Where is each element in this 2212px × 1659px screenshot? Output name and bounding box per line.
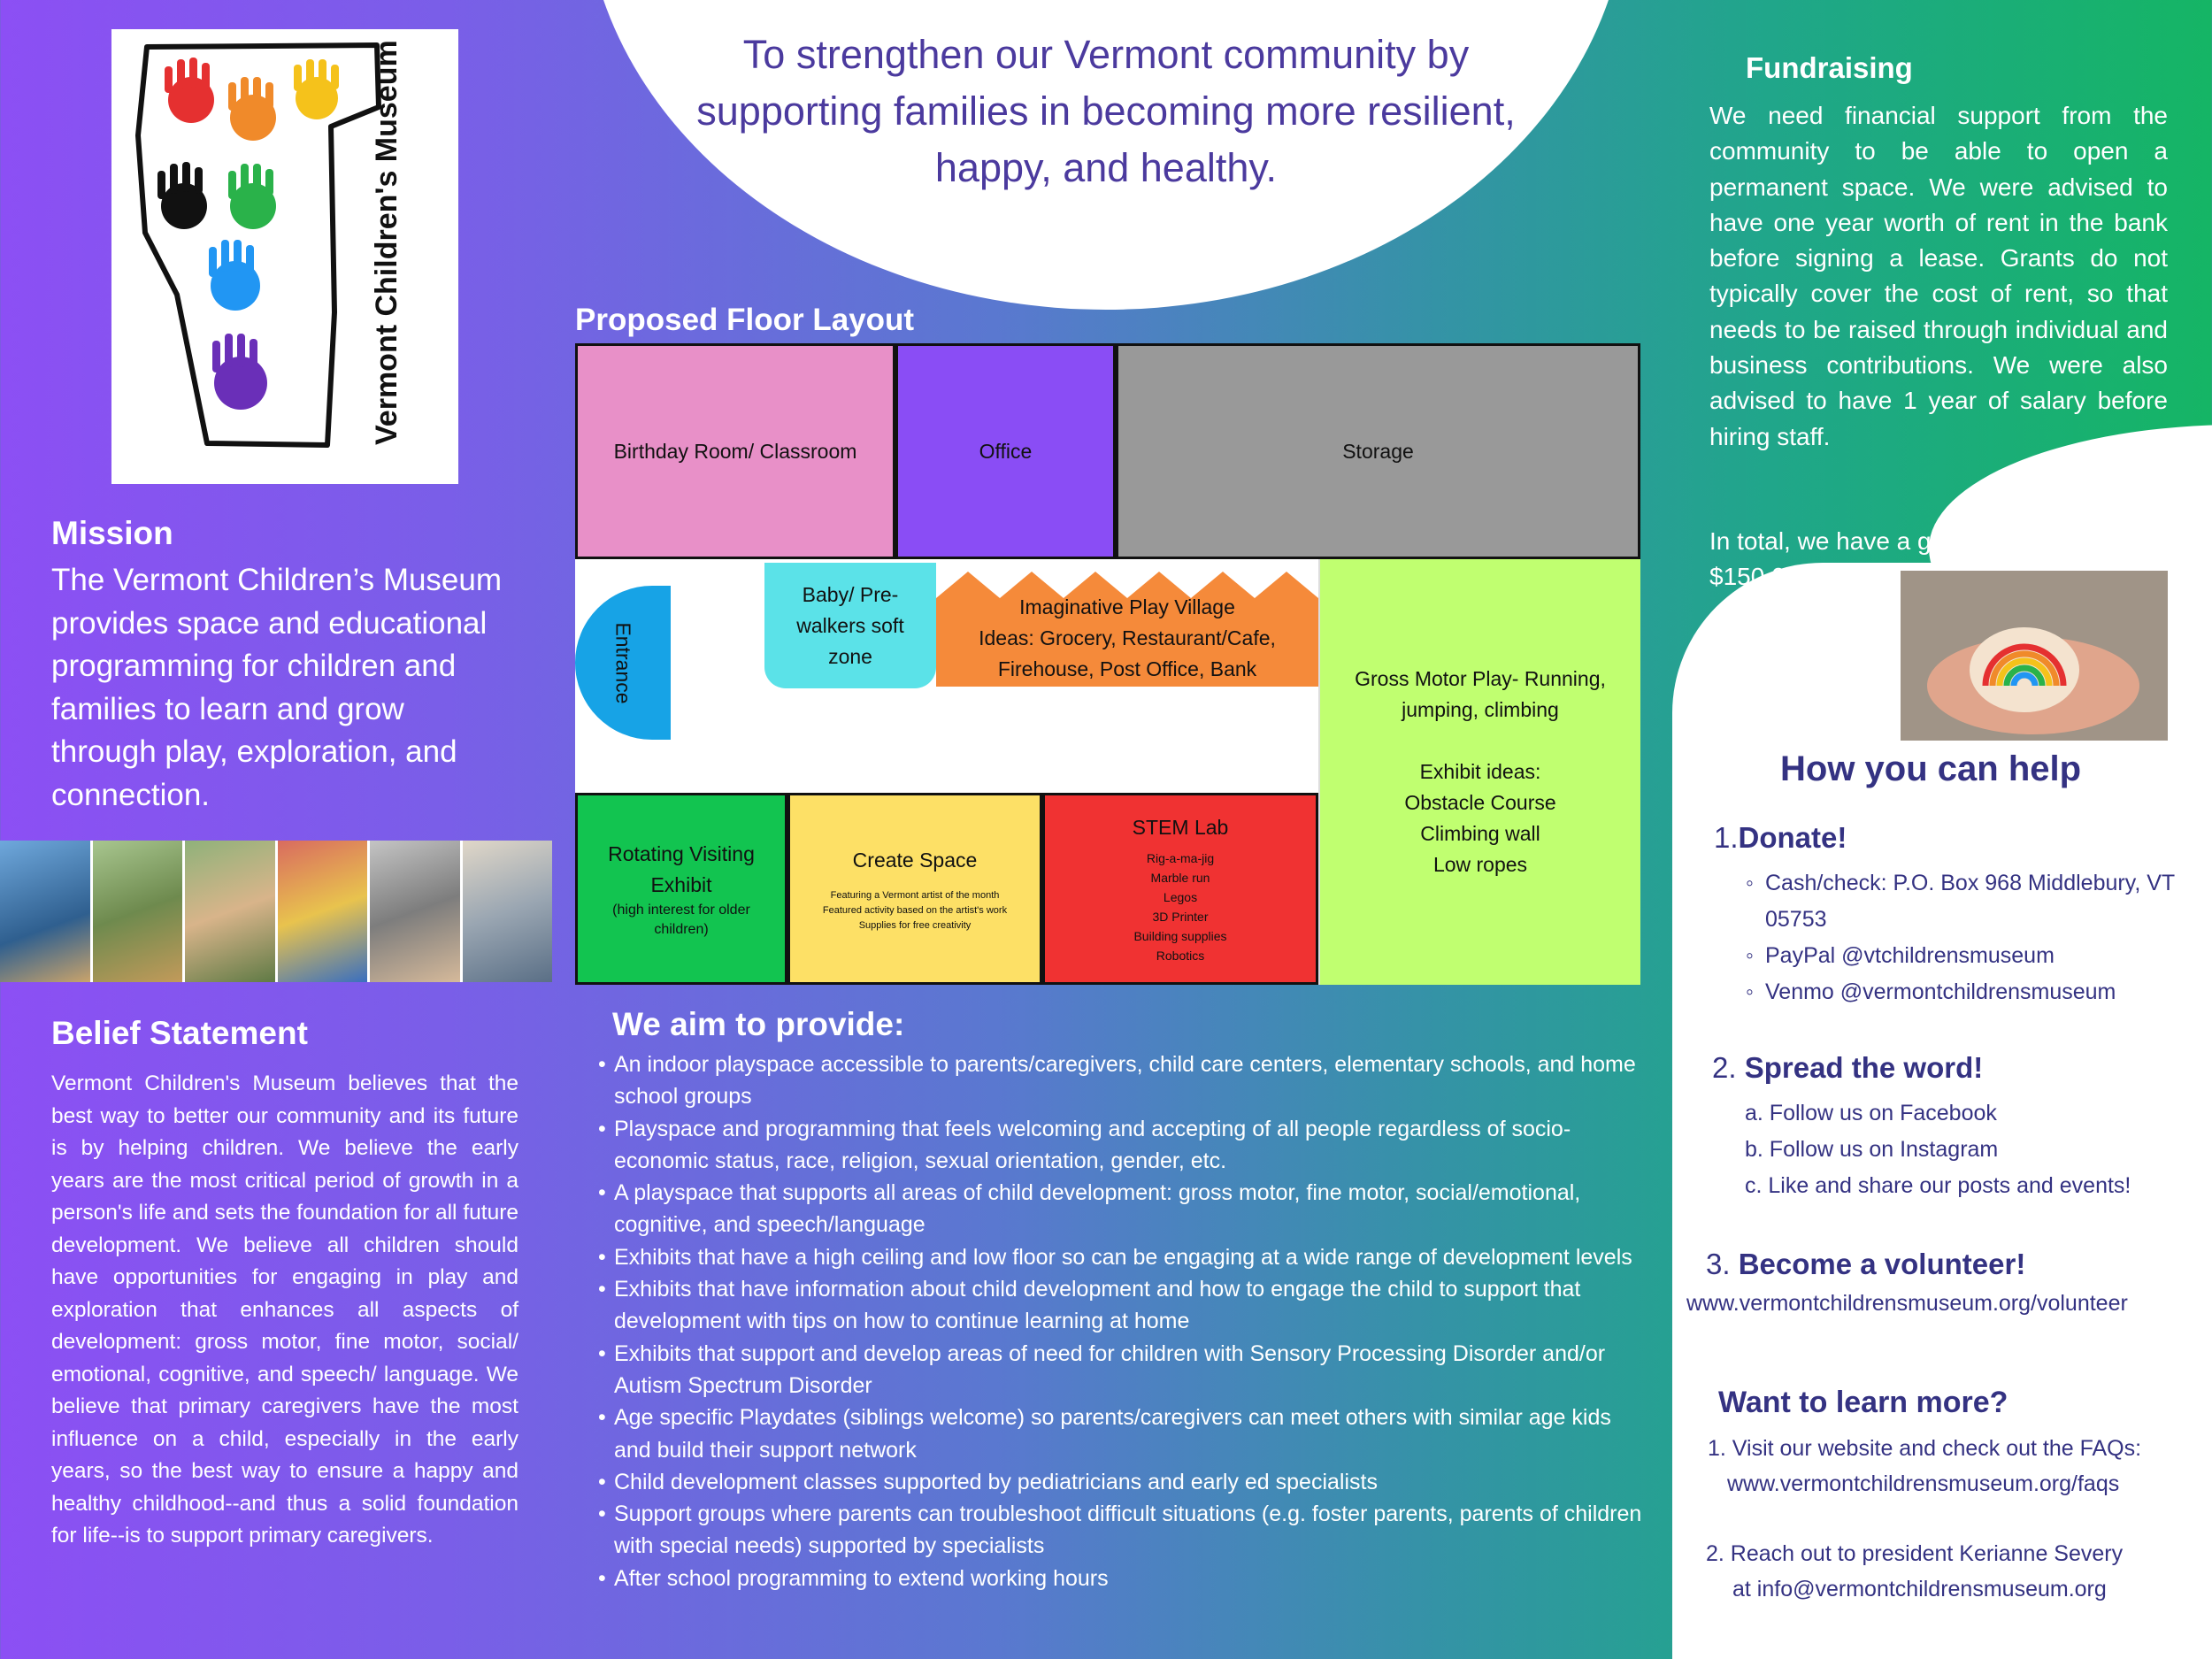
faq-url[interactable]: www.vermontchildrensmuseum.org/faqs xyxy=(1727,1471,2120,1496)
donate-option: ◦ Venmo @vermontchildrensmuseum xyxy=(1746,974,2179,1010)
donate-option: ◦ PayPal @vtchildrensmuseum xyxy=(1746,938,2179,974)
gross-motor-title: Gross Motor Play- Running, jumping, climbing xyxy=(1355,667,1606,721)
mission-text: The Vermont Children’s Museum provides space and educational programming for children and families to learn and grow through play, exploration, and connection. xyxy=(51,563,503,812)
aim-item: • After school programming to extend working hours xyxy=(598,1563,1642,1594)
learn-item-text: 1. Visit our website and check out the FAQs: xyxy=(1708,1436,2142,1461)
children-photo-strip xyxy=(0,841,552,982)
volunteer-url[interactable]: www.vermontchildrensmuseum.org/volunteer xyxy=(1686,1291,2128,1316)
learn-item-website xyxy=(1708,1431,2185,1502)
belief-title: Belief Statement xyxy=(51,1015,308,1051)
create-note: Featuring a Vermont artist of the month xyxy=(830,889,1000,901)
rainbow-stone-icon xyxy=(1901,571,2168,741)
stem-item: 3D Printer xyxy=(1152,910,1209,924)
donate-option: ◦ Cash/check: P.O. Box 968 Middlebury, VT 05753 xyxy=(1746,865,2179,938)
stem-item: Legos xyxy=(1163,890,1198,904)
step-volunteer xyxy=(1706,1248,2025,1281)
room-create-space xyxy=(787,793,1042,985)
floor-layout-title: Proposed Floor Layout xyxy=(575,303,915,337)
room-label: Storage xyxy=(1342,439,1414,463)
photo-child-outdoors xyxy=(93,841,183,982)
aim-item: • Age specific Playdates (siblings welcome) so parents/caregivers can meet others with similar age kids and build their support network xyxy=(598,1402,1642,1466)
step-spread-word xyxy=(1712,1051,1983,1085)
photo-toys xyxy=(278,841,368,982)
stem-item: Marble run xyxy=(1150,871,1210,885)
room-baby-zone xyxy=(764,563,936,688)
village-ideas: Ideas: Grocery, Restaurant/Cafe, Firehouse, Post Office, Bank xyxy=(979,626,1276,680)
create-note: Featured activity based on the artist's work xyxy=(822,904,1008,916)
donate-options xyxy=(1746,865,2179,1010)
photo-child-tunnel xyxy=(0,841,90,982)
step-donate xyxy=(1714,821,1847,855)
aim-item: • Exhibits that support and develop areas of need for children with Sensory Processing Disorder and/or Autism Spectrum Disorder xyxy=(598,1338,1642,1402)
aim-list xyxy=(598,1048,1642,1594)
room-label: Baby/ Pre-walkers soft zone xyxy=(796,582,904,668)
exhibit-ideas-label: Exhibit ideas: xyxy=(1419,760,1541,783)
exhibit-idea: Climbing wall xyxy=(1420,822,1540,845)
step-number: 2. xyxy=(1712,1051,1737,1084)
aim-item: • Exhibits that have a high ceiling and low floor so can be engaging at a wide range of development levels xyxy=(598,1241,1642,1273)
donate-label: Donate! xyxy=(1738,821,1847,854)
contact-email[interactable]: at info@vermontchildrensmuseum.org xyxy=(1732,1577,2107,1601)
spread-label: Spread the word! xyxy=(1744,1051,1984,1084)
room-gross-motor xyxy=(1318,559,1640,985)
room-office xyxy=(895,343,1116,559)
stem-item: Building supplies xyxy=(1133,929,1227,943)
village-text xyxy=(950,565,1304,685)
aim-item: • Support groups where parents can troubleshoot difficult situations (e.g. foster parents, parents of children with special needs) supported by specialists xyxy=(598,1498,1642,1563)
spread-option: b. Follow us on Instagram xyxy=(1745,1137,1999,1162)
create-title: Create Space xyxy=(852,848,978,872)
photo-group-activity xyxy=(370,841,460,982)
learn-item-text: 2. Reach out to president Kerianne Severy xyxy=(1706,1541,2124,1566)
museum-logo xyxy=(111,29,458,484)
aim-item: • Playspace and programming that feels welcoming and accepting of all people regardless of socio-economic status, race, religion, sexual orientation, gender, etc. xyxy=(598,1113,1642,1178)
how-you-can-help-title: How you can help xyxy=(1780,749,2082,788)
aim-title: We aim to provide: xyxy=(612,1006,905,1042)
room-stem-lab xyxy=(1042,793,1318,985)
spread-option: c. Like and share our posts and events! xyxy=(1745,1173,2131,1198)
create-note: Supplies for free creativity xyxy=(858,919,972,931)
room-rotating-exhibit xyxy=(575,793,787,985)
room-label: Office xyxy=(979,439,1033,463)
learn-more-title: Want to learn more? xyxy=(1718,1386,2008,1419)
belief-text: Vermont Children's Museum believes that the best way to better our community and its future is by helping children. We believe the early years are the most critical period of growth in a person's life and sets the foundation for all future development. We believe all children should have opportunities for engaging in play and exploration that enhances all aspects of development: gross motor, fine motor, social/ emotional, cognitive, and speech/ language. We believe that primary caregivers have the most influence on a child, especially in the early years, so the best way to ensure a happy and healthy childhood--and thus a solid foundation for life--is to support primary caregivers. xyxy=(51,1071,518,1548)
room-label: Birthday Room/ Classroom xyxy=(613,439,857,463)
aim-item: • Child development classes supported by pediatricians and early ed specialists xyxy=(598,1466,1642,1498)
room-birthday-classroom xyxy=(575,343,895,559)
fundraising-goal: In total, we have a goal of raising $150,000 xyxy=(1709,527,2072,591)
learn-item-contact xyxy=(1706,1536,2184,1607)
hands-rainbow-photo xyxy=(1901,571,2168,741)
fundraising-text: We need financial support from the community to be able to open a permanent space. We were advised to have one year worth of rent in the bank before signing a lease. Grants do not typically cover the cost of rent, so that needs to be raised through individual and business contributions. We were also advised to have 1 year of salary before hiring staff. xyxy=(1709,102,2168,450)
floor-plan xyxy=(575,343,1640,985)
spread-options xyxy=(1745,1095,2131,1204)
room-imaginative-play-village xyxy=(936,563,1318,687)
step-number: 1. xyxy=(1714,821,1739,854)
entrance xyxy=(575,586,671,740)
fundraising-title: Fundraising xyxy=(1746,51,1913,84)
step-number: 3. xyxy=(1706,1248,1731,1280)
handprint-icons xyxy=(157,58,339,410)
vermont-handprint-logo xyxy=(111,29,458,484)
rotating-title: Rotating Visiting Exhibit xyxy=(608,841,755,896)
stem-title: STEM Lab xyxy=(1132,816,1229,839)
logo-text: Vermont Children's Museum xyxy=(370,40,403,445)
aim-item: • An indoor playspace accessible to parents/caregivers, child care centers, elementary schools, and home school groups xyxy=(598,1048,1642,1113)
volunteer-label: Become a volunteer! xyxy=(1738,1248,2026,1280)
stem-item: Robotics xyxy=(1156,949,1205,963)
room-label: Entrance xyxy=(611,621,635,704)
aim-item: • Exhibits that have information about child development and how to engage the child to support that development with tips on how to continue learning at home xyxy=(598,1273,1642,1338)
spread-option: a. Follow us on Facebook xyxy=(1745,1101,1997,1125)
photo-child-exhibit xyxy=(463,841,553,982)
photo-children-playing xyxy=(185,841,275,982)
mission-title: Mission xyxy=(51,515,173,551)
stem-item: Rig-a-ma-jig xyxy=(1146,851,1215,865)
aim-item: • A playspace that supports all areas of child development: gross motor, fine motor, social/emotional, cognitive, and speech/language xyxy=(598,1177,1642,1241)
rotating-note: (high interest for older children) xyxy=(612,902,750,937)
village-title: Imaginative Play Village xyxy=(1019,595,1235,618)
exhibit-idea: Low ropes xyxy=(1432,853,1528,876)
vision-quote: To strengthen our Vermont community by supporting families in becoming more resilient, happy, and healthy. xyxy=(696,32,1516,190)
exhibit-idea: Obstacle Course xyxy=(1404,791,1556,814)
room-storage xyxy=(1116,343,1640,559)
